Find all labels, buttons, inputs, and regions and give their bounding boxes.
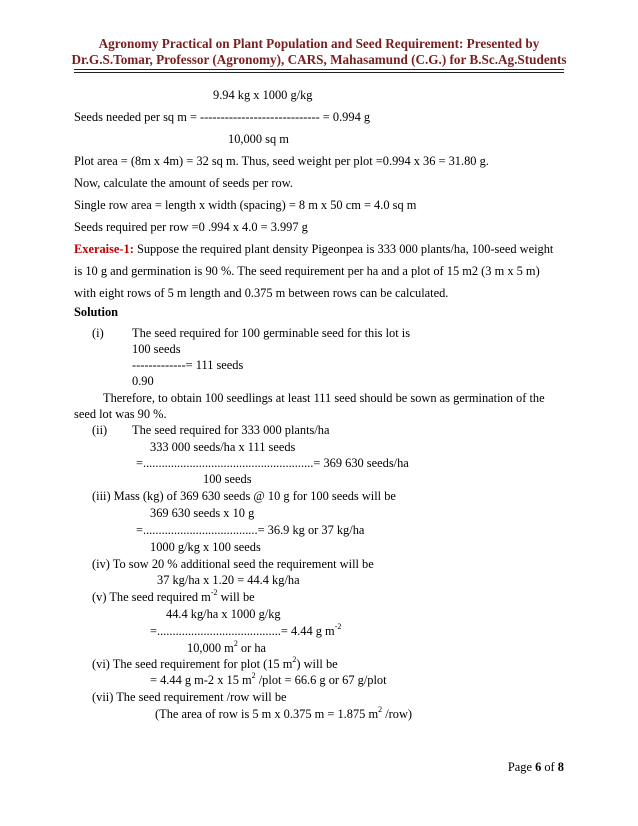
step-i-denominator: 0.90	[132, 374, 154, 388]
step-iii-text: (iii) Mass (kg) of 369 630 seeds @ 10 g for 100 seeds will be	[92, 489, 396, 503]
step-v-sup: -2	[210, 587, 218, 597]
seeds-per-sqm-line: Seeds needed per sq m = ----------------------------- = 0.994 g	[74, 110, 371, 124]
exercise-label: Exeraise-1:	[74, 242, 134, 256]
step-ii-numerator: 333 000 seeds/ha x 111 seeds	[150, 440, 296, 454]
step-v-result	[150, 621, 342, 639]
header-rule-thick	[74, 69, 564, 70]
step-vi-sup: 2	[292, 654, 297, 664]
step-iii-result: =.....................................= 36.9 kg or 37 kg/ha	[136, 523, 365, 537]
exercise-line-2: is 10 g and germination is 90 %. The seed requirement per ha and a plot of 15 m2 (3 m x 5 m)	[74, 264, 540, 278]
footer-page-total: 8	[557, 760, 564, 774]
exercise-text: Suppose the required plant density Pigeonpea is 333 000 plants/ha, 100-seed weight	[133, 242, 554, 256]
step-vi-text-post: ) will be	[296, 657, 338, 671]
step-v-result-sup: -2	[334, 621, 342, 631]
step-v-denom-pre: 10,000 m	[187, 641, 234, 655]
step-ii-text: The seed required for 333 000 plants/ha	[132, 423, 330, 437]
step-vi-result	[150, 670, 387, 688]
seeds-per-row-line: Seeds required per row =0 .994 x 4.0 = 3.997 g	[74, 220, 308, 234]
therefore-line: Therefore, to obtain 100 seedlings at least 111 seed should be sown as germination of the	[103, 391, 545, 405]
step-vii-note	[155, 704, 413, 722]
header-rule-thin	[74, 72, 564, 73]
header-line-1: Agronomy Practical on Plant Population and Seed Requirement: Presented by	[98, 36, 540, 51]
step-v-text	[92, 587, 255, 605]
step-iii-numerator: 369 630 seeds x 10 g	[150, 506, 255, 520]
denominator-line: 10,000 sq m	[228, 132, 289, 146]
step-ii-number: (ii)	[92, 423, 108, 437]
step-v-text-post: will be	[217, 590, 255, 604]
step-i-text: The seed required for 100 germinable seed for this lot is	[132, 326, 411, 340]
exercise-line-3: with eight rows of 5 m length and 0.375 m between rows can be calculated.	[74, 286, 449, 300]
page-header	[0, 36, 638, 68]
solution-heading: Solution	[74, 305, 119, 319]
footer-page-word: Page	[507, 760, 536, 774]
step-iv-text: (iv) To sow 20 % additional seed the requirement will be	[92, 557, 374, 571]
page-footer	[508, 760, 564, 775]
footer-page-number: 6	[535, 760, 542, 774]
step-v-result-pre: =........................................= 4.44 g m	[150, 624, 335, 638]
step-vi-result-pre: = 4.44 g m-2 x 15 m	[150, 673, 252, 687]
row-area-line: Single row area = length x width (spacing) = 8 m x 50 cm = 4.0 sq m	[74, 198, 417, 212]
step-ii-result: =.......................................................= 369 630 seeds/ha	[136, 456, 409, 470]
step-vii-text: (vii) The seed requirement /row will be	[92, 690, 287, 704]
step-vii-note-post: /row)	[382, 707, 413, 721]
therefore-line-2: seed lot was 90 %.	[74, 407, 167, 421]
header-line-2: Dr.G.S.Tomar, Professor (Agronomy), CARS, Mahasamund (C.G.) for B.Sc.Ag.Students	[71, 52, 567, 67]
step-vi-result-sup: 2	[251, 670, 256, 680]
step-i-result: -------------= 111 seeds	[132, 358, 244, 372]
step-vi-text-pre: (vi) The seed requirement for plot (15 m	[92, 657, 293, 671]
step-vii-note-sup: 2	[378, 704, 383, 714]
numerator-line: 9.94 kg x 1000 g/kg	[213, 88, 313, 102]
step-ii-denominator: 100 seeds	[203, 472, 252, 486]
footer-of-word: of	[541, 760, 558, 774]
calc-row-line: Now, calculate the amount of seeds per row.	[74, 176, 293, 190]
step-iv-result: 37 kg/ha x 1.20 = 44.4 kg/ha	[157, 573, 300, 587]
step-v-denom-sup: 2	[233, 638, 238, 648]
step-v-text-pre: (v) The seed required m	[92, 590, 211, 604]
step-v-numerator: 44.4 kg/ha x 1000 g/kg	[166, 607, 281, 621]
exercise-line	[74, 242, 553, 257]
step-i-numerator: 100 seeds	[132, 342, 181, 356]
step-iii-denominator: 1000 g/kg x 100 seeds	[150, 540, 261, 554]
step-vii-note-pre: (The area of row is 5 m x 0.375 m = 1.875 m	[155, 707, 379, 721]
step-v-denominator	[187, 638, 267, 656]
step-v-denom-post: or ha	[237, 641, 267, 655]
step-vi-text	[92, 654, 338, 672]
step-vi-result-post: /plot = 66.6 g or 67 g/plot	[255, 673, 387, 687]
plot-area-line: Plot area = (8m x 4m) = 32 sq m. Thus, seed weight per plot =0.994 x 36 = 31.80 g.	[74, 154, 489, 168]
step-i-number: (i)	[92, 326, 104, 340]
